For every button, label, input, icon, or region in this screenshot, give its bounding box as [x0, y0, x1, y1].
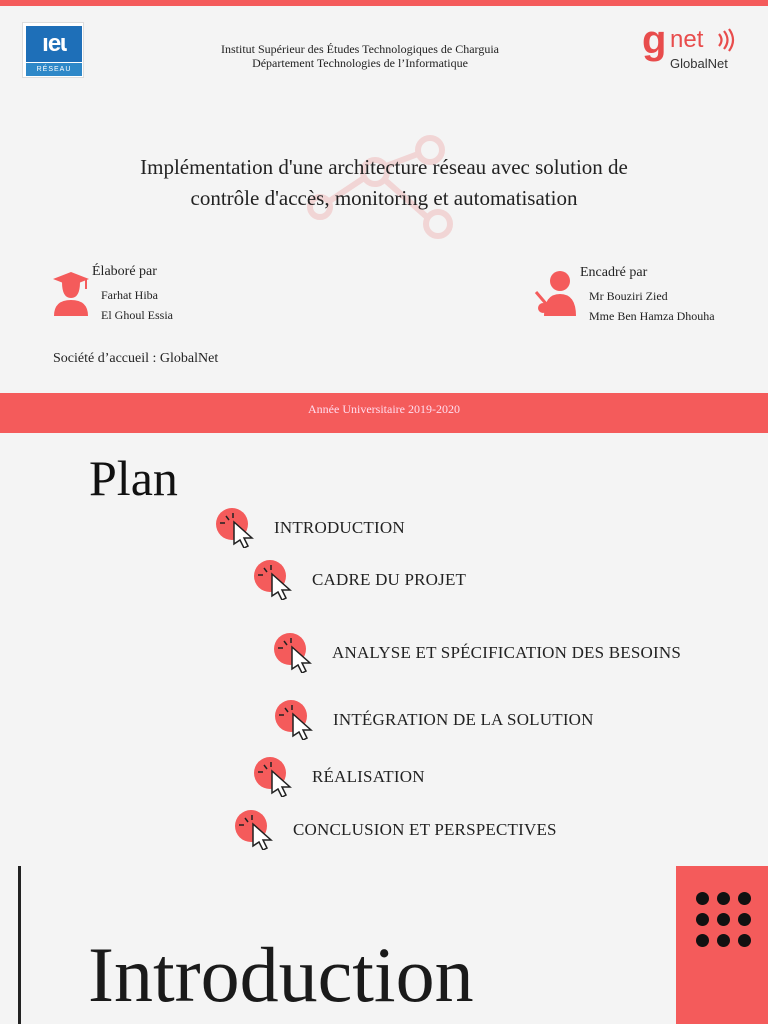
- top-accent-bar: [0, 0, 768, 6]
- click-cursor-icon: [233, 810, 281, 850]
- plan-item-cadre[interactable]: [252, 560, 466, 600]
- plan-item-label: RÉALISATION: [312, 767, 425, 786]
- plan-item-label: CONCLUSION ET PERSPECTIVES: [293, 820, 557, 839]
- institute-line2: Département Technologies de l’Informatique: [252, 56, 468, 70]
- academic-year-band: [0, 393, 768, 433]
- click-cursor-icon: [273, 700, 321, 740]
- plan-title: Plan: [89, 450, 178, 506]
- author-name: El Ghoul Essia: [101, 308, 173, 322]
- host-company: Société d’accueil : GlobalNet: [53, 351, 219, 366]
- iset-reseau-logo: [22, 22, 84, 78]
- academic-year: Année Universitaire 2019-2020: [308, 402, 460, 416]
- supervisors-list: [589, 286, 715, 326]
- click-cursor-icon: [214, 508, 262, 548]
- plan-item-analyse[interactable]: [272, 633, 681, 673]
- plan-item-label: INTÉGRATION DE LA SOLUTION: [333, 710, 594, 729]
- iset-logo-mark: ıeɩ: [26, 26, 82, 62]
- plan-item-conclusion[interactable]: [233, 810, 557, 850]
- iset-logo-band: RÉSEAU: [26, 63, 82, 76]
- project-title: [84, 152, 684, 214]
- author-name: Farhat Hiba: [101, 288, 158, 302]
- plan-item-integration[interactable]: [273, 700, 594, 740]
- section-divider-line: [18, 866, 21, 1024]
- click-cursor-icon: [272, 633, 320, 673]
- gnet-logo-subtitle: GlobalNet: [670, 56, 728, 71]
- institute-header: [160, 42, 560, 70]
- authors-label: Élaboré par: [92, 264, 157, 279]
- authors-list: [101, 285, 173, 325]
- globalnet-logo: [640, 18, 740, 74]
- plan-item-realisation[interactable]: [252, 757, 425, 797]
- gnet-logo-text: net: [670, 26, 704, 53]
- institute-line1: Institut Supérieur des Études Technologiques de Charguia: [221, 42, 499, 56]
- gnet-logo-mark: g: [642, 18, 667, 62]
- plan-item-label: CADRE DU PROJET: [312, 570, 467, 589]
- click-cursor-icon: [252, 757, 300, 797]
- supervisor-name: Mme Ben Hamza Dhouha: [589, 309, 715, 323]
- dot-grid-icon: [696, 892, 756, 952]
- supervisors-label: Encadré par: [580, 265, 648, 280]
- project-title-line1: Implémentation d'une architecture réseau avec solution de: [140, 155, 628, 179]
- teacher-icon: [534, 270, 582, 318]
- plan-item-label: ANALYSE ET SPÉCIFICATION DES BESOINS: [332, 643, 681, 662]
- supervisor-name: Mr Bouziri Zied: [589, 289, 668, 303]
- section-title: Introduction: [88, 931, 474, 1018]
- graduate-icon: [52, 270, 90, 316]
- project-title-line2: contrôle d'accès, monitoring et automatisation: [190, 186, 578, 210]
- signal-waves-icon: [716, 28, 736, 52]
- plan-item-introduction[interactable]: [214, 508, 405, 548]
- click-cursor-icon: [252, 560, 300, 600]
- plan-item-label: INTRODUCTION: [274, 518, 405, 537]
